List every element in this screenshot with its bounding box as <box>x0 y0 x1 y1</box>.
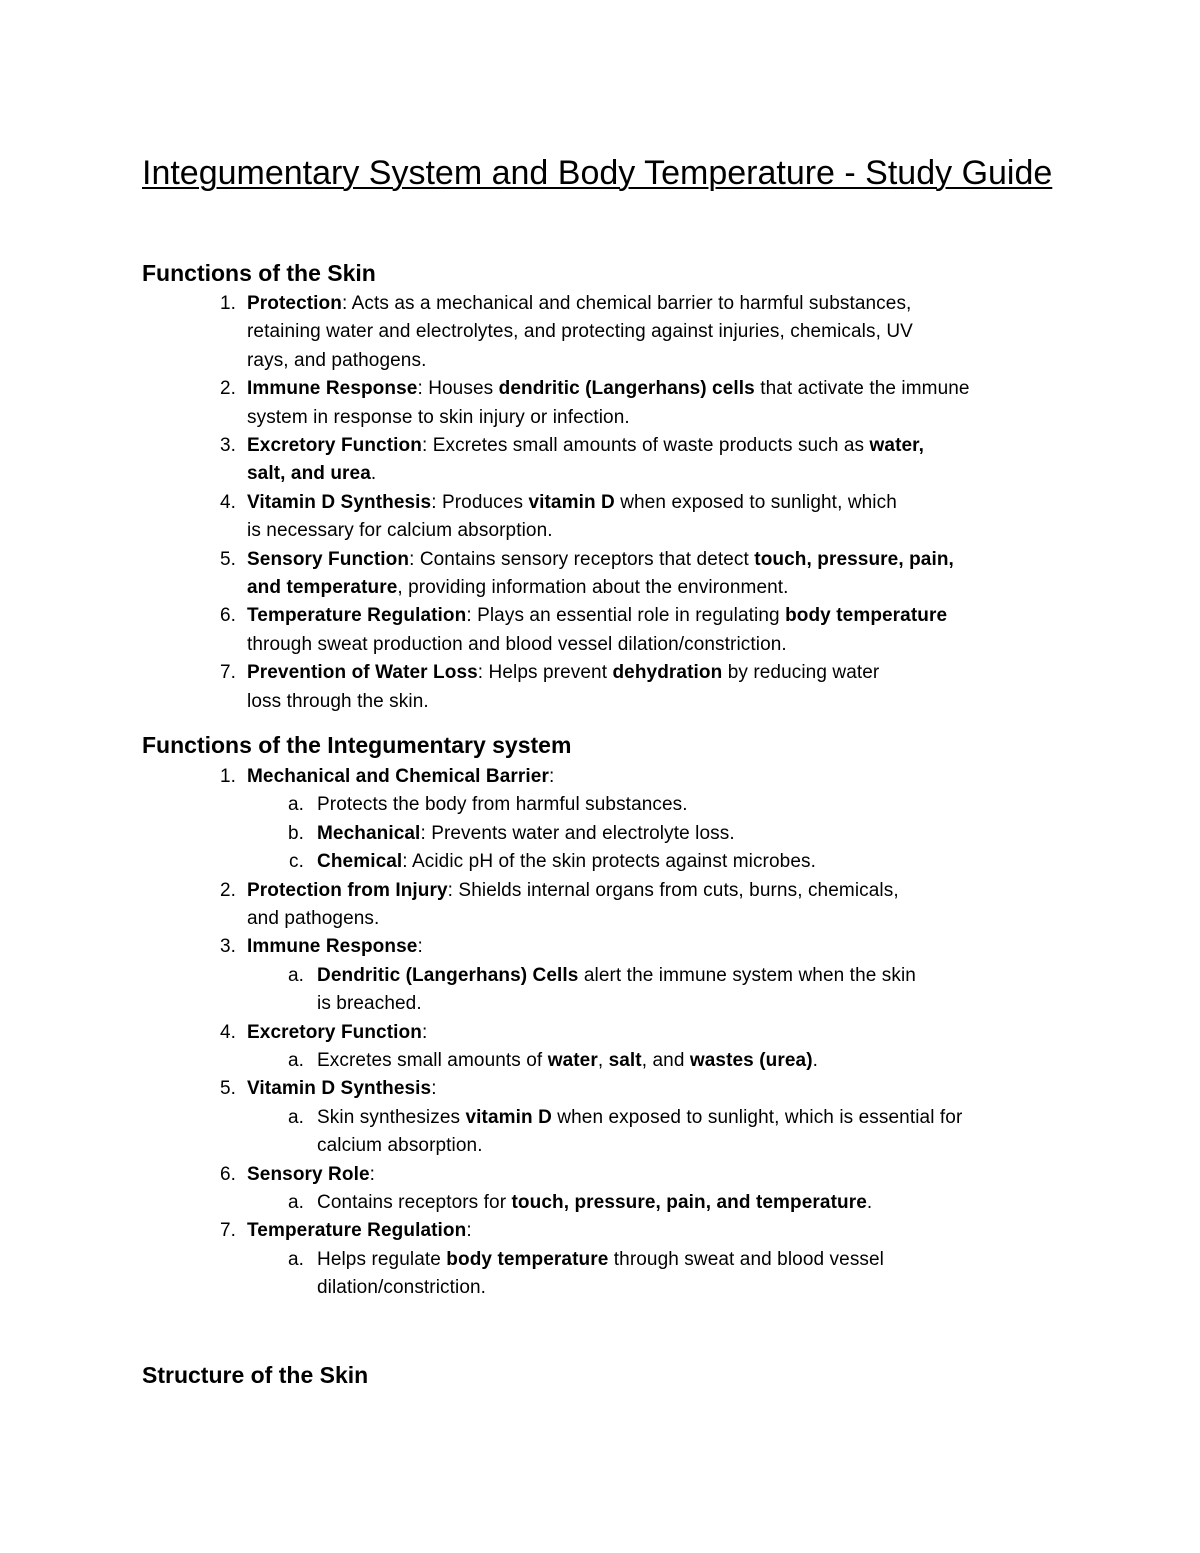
bold-term: Temperature Regulation <box>247 1220 467 1242</box>
text-run: system in response to skin injury or infection. <box>247 406 630 428</box>
list-item-line <box>317 848 816 876</box>
bold-term: salt, and urea <box>247 463 371 485</box>
bold-term: Prevention of Water Loss <box>247 662 478 684</box>
bold-term: Immune Response <box>247 936 418 958</box>
document-title: Integumentary System and Body Temperature - Study Guide <box>142 154 1053 192</box>
list-item-line <box>317 1246 884 1274</box>
list-item-line <box>317 1104 962 1132</box>
list-number: 1. <box>219 293 236 314</box>
text-run: : <box>466 1220 472 1242</box>
list-item-line <box>247 375 970 403</box>
list-number: 1. <box>219 766 236 787</box>
bold-term: dehydration <box>612 662 723 684</box>
bold-term: body temperature <box>785 605 948 627</box>
text-run: : Acidic pH of the skin protects against microbes. <box>402 851 816 873</box>
list-item-line <box>247 318 913 346</box>
text-run: loss through the skin. <box>247 690 429 712</box>
list-item-line <box>247 1019 427 1047</box>
list-number: 5. <box>219 548 236 570</box>
bold-term: Sensory Role <box>247 1163 370 1185</box>
bold-term: Temperature Regulation <box>247 605 467 627</box>
text-run: Contains receptors for <box>317 1192 512 1213</box>
text-run: that activate the immune <box>754 378 970 400</box>
list-item-line <box>247 1161 375 1189</box>
text-run: when exposed to sunlight, which is essential for <box>551 1106 963 1128</box>
bold-term: vitamin D <box>528 491 615 513</box>
bold-term: dendritic (Langerhans) cells <box>498 378 755 400</box>
text-run: by reducing water <box>722 662 880 684</box>
list-letter: a. <box>287 794 304 816</box>
bold-term: Chemical <box>317 851 403 873</box>
text-run: : <box>369 1163 376 1185</box>
list-item-line <box>247 933 423 961</box>
text-run: alert the immune system when the skin <box>578 964 916 986</box>
list-item-line <box>247 688 429 716</box>
list-item-line <box>317 1132 483 1160</box>
text-run: and pathogens. <box>247 908 380 929</box>
list-item-line <box>247 905 379 933</box>
text-run: Protects the body from harmful substances. <box>317 794 688 816</box>
list-letter: a. <box>287 1192 304 1213</box>
bold-term: Protection <box>247 293 342 314</box>
list-item-line <box>247 546 954 574</box>
bold-term: Immune Response <box>247 378 418 400</box>
list-item-line <box>317 820 735 848</box>
list-number: 3. <box>219 435 236 456</box>
bold-term: Excretory Function <box>247 1021 422 1043</box>
bold-term: water <box>547 1050 598 1071</box>
text-run: Helps regulate <box>317 1248 447 1270</box>
text-run: through sweat production and blood vessel dilation/constriction. <box>247 633 787 655</box>
list-letter: b. <box>287 822 304 844</box>
list-item-line <box>247 574 789 602</box>
text-run: is breached. <box>317 993 422 1015</box>
text-run: : <box>421 1021 428 1043</box>
text-run: : <box>417 936 423 958</box>
list-letter: a. <box>287 1106 304 1128</box>
list-letter: a. <box>287 964 304 986</box>
list-item-line <box>247 347 426 375</box>
list-number: 2. <box>219 378 236 400</box>
bold-term: and temperature <box>247 577 398 598</box>
section-heading-skin-structure: Structure of the Skin <box>142 1362 369 1388</box>
list-item-line <box>247 460 376 488</box>
bold-term: body temperature <box>446 1248 609 1270</box>
list-number: 7. <box>219 1220 236 1242</box>
bold-term: Vitamin D Synthesis <box>247 1078 432 1100</box>
bold-term: Excretory Function <box>247 435 422 456</box>
bold-term: Sensory Function <box>247 548 410 570</box>
text-run: : Prevents water and electrolyte loss. <box>420 822 735 844</box>
list-item-line <box>247 432 924 460</box>
text-run: through sweat and blood vessel <box>608 1248 885 1270</box>
text-run: , providing information about the environment. <box>397 577 789 598</box>
text-run: : <box>548 766 555 787</box>
text-run: Excretes small amounts of <box>317 1050 548 1071</box>
list-item-line <box>247 1217 472 1245</box>
text-run: is necessary for calcium absorption. <box>247 520 553 542</box>
text-run: . <box>370 463 377 485</box>
bold-term: vitamin D <box>465 1106 552 1128</box>
list-number: 6. <box>219 605 236 627</box>
list-item-line <box>317 1047 818 1075</box>
list-item-line <box>317 990 422 1018</box>
list-item-line <box>247 763 554 791</box>
bold-term: Dendritic (Langerhans) Cells <box>317 964 579 986</box>
list-item-line <box>247 517 553 545</box>
bold-term: water, <box>869 435 924 456</box>
list-number: 4. <box>219 1021 236 1043</box>
list-item-line <box>247 631 787 659</box>
bold-term: Vitamin D Synthesis <box>247 491 432 513</box>
bold-term: Mechanical <box>317 822 421 844</box>
list-letter: c. <box>289 851 304 873</box>
text-run: Skin synthesizes <box>317 1106 466 1128</box>
text-run: calcium absorption. <box>317 1135 483 1157</box>
text-run: . <box>866 1192 873 1213</box>
text-run: , <box>597 1050 609 1071</box>
bold-term: Protection from Injury <box>247 879 448 901</box>
text-run: : Shields internal organs from cuts, burns, chemicals, <box>447 879 899 901</box>
text-run: when exposed to sunlight, which <box>614 491 897 513</box>
bold-term: touch, pressure, pain, <box>754 548 954 570</box>
text-run: . <box>812 1050 819 1071</box>
section-heading-skin-functions: Functions of the Skin <box>142 260 376 286</box>
text-run: : Produces <box>431 491 529 513</box>
text-run: : Helps prevent <box>477 662 613 684</box>
list-letter: a. <box>287 1248 304 1270</box>
text-run: rays, and pathogens. <box>247 349 427 371</box>
bold-term: salt <box>608 1050 642 1071</box>
list-item-line <box>247 290 911 318</box>
text-run: retaining water and electrolytes, and protecting against injuries, chemicals, UV <box>247 321 913 343</box>
bold-term: wastes (urea) <box>689 1050 813 1071</box>
list-item-line <box>317 1274 486 1302</box>
list-number: 2. <box>219 879 236 901</box>
list-number: 3. <box>219 936 236 958</box>
list-item-line <box>247 489 897 517</box>
text-run: dilation/constriction. <box>317 1277 487 1299</box>
list-item-line <box>317 791 688 819</box>
section-heading-integumentary-functions: Functions of the Integumentary system <box>142 732 572 758</box>
list-letter: a. <box>287 1050 304 1071</box>
list-item-line <box>247 659 879 687</box>
list-item-line <box>247 1075 437 1103</box>
list-item-line <box>317 962 916 990</box>
list-number: 5. <box>219 1078 236 1100</box>
text-run: : Contains sensory receptors that detect <box>409 548 755 570</box>
list-number: 6. <box>219 1163 236 1185</box>
list-number: 4. <box>219 491 236 513</box>
text-run: , and <box>641 1050 690 1071</box>
text-run: : Excretes small amounts of waste products such as <box>421 435 870 456</box>
text-run: : <box>431 1078 437 1100</box>
text-run: : Acts as a mechanical and chemical barrier to harmful substances, <box>341 293 912 314</box>
bold-term: touch, pressure, pain, and temperature <box>511 1192 867 1213</box>
list-item-line <box>317 1189 872 1217</box>
text-run: : Houses <box>417 378 499 400</box>
text-run: : Plays an essential role in regulating <box>466 605 786 627</box>
list-item-line <box>247 602 947 630</box>
list-item-line <box>247 877 899 905</box>
bold-term: Mechanical and Chemical Barrier <box>247 766 549 787</box>
list-number: 7. <box>219 662 236 684</box>
list-item-line <box>247 404 630 432</box>
